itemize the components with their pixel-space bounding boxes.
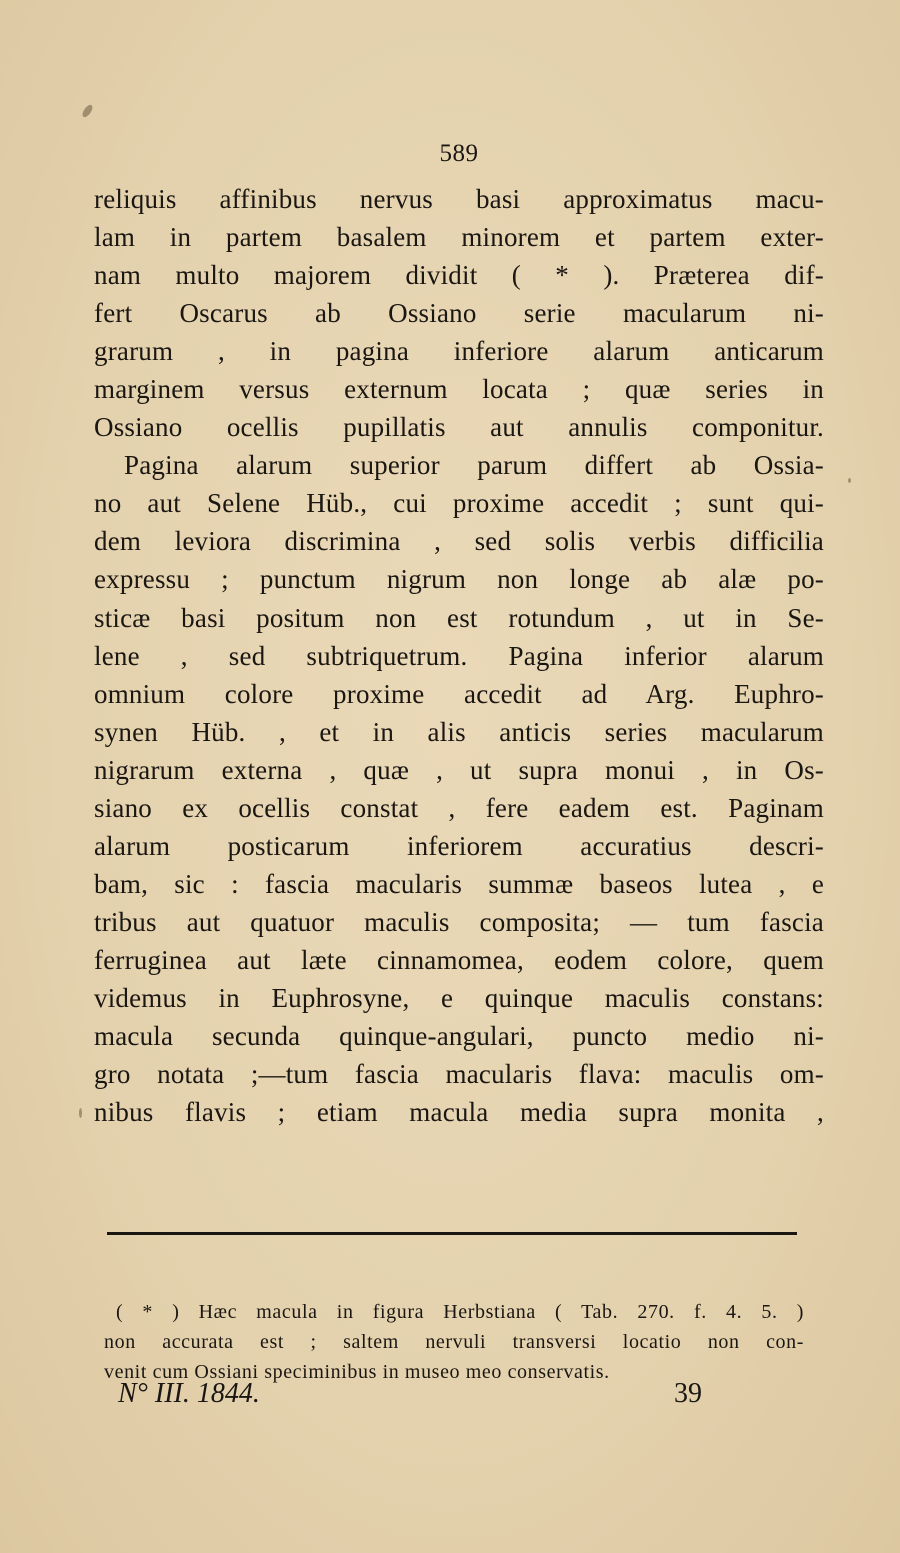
body-line: grarum , in pagina inferiore alarum anticarum (94, 336, 824, 367)
body-line: reliquis affinibus nervus basi approximatus macu- (94, 184, 824, 214)
body-line: marginem versus externum locata ; quæ series in (94, 374, 824, 405)
page-number: 589 (439, 140, 479, 167)
body-line: synen Hüb. , et in alis anticis series macularum (94, 716, 824, 747)
signature-line (94, 1378, 824, 1414)
paper-speck (81, 103, 95, 118)
issue-mark: N° III. 1844. (118, 1378, 260, 1409)
paper-speck (848, 478, 851, 483)
body-line: expressu ; punctum nigrum non longe ab alæ po- (94, 564, 824, 595)
body-line: videmus in Euphrosyne, e quinque maculis constans: (94, 982, 824, 1013)
paper-speck (79, 1108, 82, 1118)
body-line: ferruginea aut læte cinnamomea, eodem colore, quem (94, 944, 824, 975)
body-line-paragraph-start: Pagina alarum superior parum differt ab Ossia- (124, 450, 824, 481)
footnote-line: ( * ) Hæc macula in figura Herbstiana ( Tab. 270. f. 4. 5. ) (116, 1301, 804, 1323)
body-line: nibus flavis ; etiam macula media supra monita , (94, 1097, 824, 1128)
body-line: gro notata ;—tum fascia macularis flava: maculis om- (94, 1059, 824, 1090)
body-line: dem leviora discrimina , sed solis verbis difficilia (94, 526, 824, 557)
body-line: fert Oscarus ab Ossiano serie macularum ni- (94, 298, 824, 329)
body-line: nigrarum externa , quæ , ut supra monui , in Os- (94, 754, 824, 785)
body-line: no aut Selene Hüb., cui proxime accedit ; sunt qui- (94, 488, 824, 519)
footnote-line: non accurata est ; saltem nervuli transversi locatio non con- (104, 1331, 804, 1353)
body-line: macula secunda quinque-angulari, puncto medio ni- (94, 1021, 824, 1052)
footnote-divider (107, 1232, 797, 1235)
body-line: Ossiano ocellis pupillatis aut annulis componitur. (94, 412, 824, 443)
body-line: nam multo majorem dividit ( * ). Præterea dif- (94, 260, 824, 291)
body-line: bam, sic : fascia macularis summæ baseos lutea , e (94, 868, 824, 899)
body-line: lam in partem basalem minorem et partem exter- (94, 222, 824, 253)
body-line: lene , sed subtriquetrum. Pagina inferior alarum (94, 640, 824, 671)
body-text (94, 180, 824, 1131)
body-line: alarum posticarum inferiorem accuratius descri- (94, 830, 824, 861)
body-line: omnium colore proxime accedit ad Arg. Euphro- (94, 678, 824, 709)
sheet-signature: 39 (674, 1378, 702, 1409)
footnote (104, 1297, 804, 1387)
body-line: sticæ basi positum non est rotundum , ut in Se- (94, 602, 824, 633)
footnote-line: venit cum Ossiani speciminibus in museo meo conservatis. (104, 1361, 610, 1383)
body-line: siano ex ocellis constat , fere eadem est. Paginam (94, 792, 824, 823)
body-line: tribus aut quatuor maculis composita; — tum fascia (94, 906, 824, 937)
